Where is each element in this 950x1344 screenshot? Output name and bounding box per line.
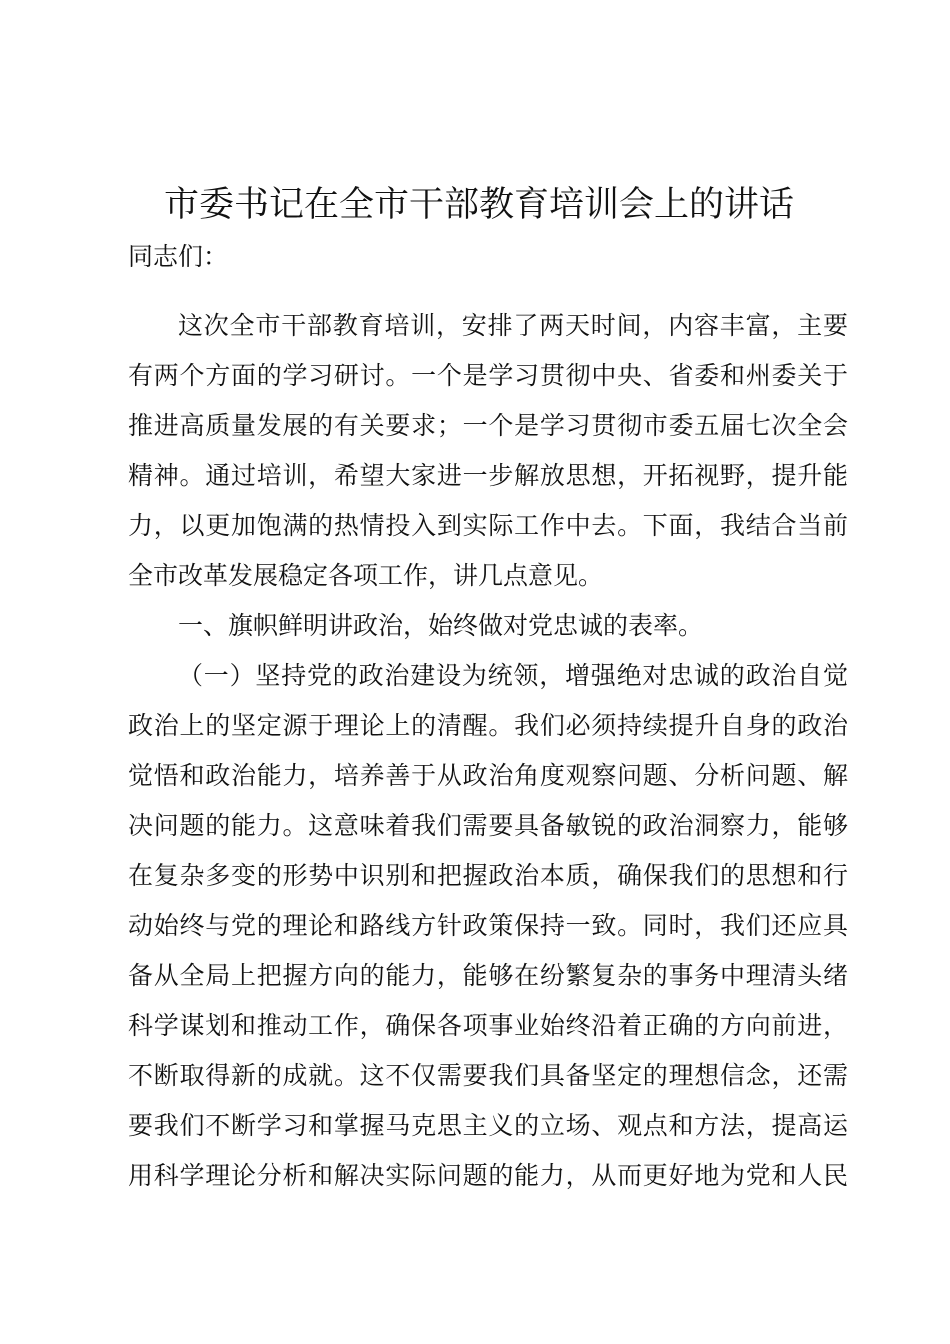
paragraph-line: 推进高质量发展的有关要求；一个是学习贯彻市委五届七次全会 xyxy=(128,411,848,440)
salutation: 同志们： xyxy=(128,242,229,271)
paragraph-line: （一）坚持党的政治建设为统领，增强绝对忠诚的政治自觉 xyxy=(178,661,848,690)
paragraph-line: 有两个方面的学习研讨。一个是学习贯彻中央、省委和州委关于 xyxy=(128,361,848,390)
paragraph-line: 动始终与党的理论和路线方针政策保持一致。同时，我们还应具 xyxy=(128,911,848,940)
paragraph-line: 精神。通过培训，希望大家进一步解放思想，开拓视野，提升能 xyxy=(128,461,848,490)
paragraph-line: 觉悟和政治能力，培养善于从政治角度观察问题、分析问题、解 xyxy=(128,761,848,790)
section-heading: 一、旗帜鲜明讲政治，始终做对党忠诚的表率。 xyxy=(178,611,704,640)
document-body xyxy=(128,232,848,1201)
document-title: 市委书记在全市干部教育培训会上的讲话 xyxy=(163,185,794,225)
paragraph-line: 在复杂多变的形势中识别和把握政治本质，确保我们的思想和行 xyxy=(128,861,848,890)
paragraph-line: 政治上的坚定源于理论上的清醒。我们必须持续提升自身的政治 xyxy=(128,711,848,740)
paragraph-gap xyxy=(128,282,848,301)
paragraph-line: 用科学理论分析和解决实际问题的能力，从而更好地为党和人民 xyxy=(128,1161,848,1190)
paragraph-line: 全市改革发展稳定各项工作，讲几点意见。 xyxy=(128,561,604,590)
paragraph-line: 决问题的能力。这意味着我们需要具备敏锐的政治洞察力，能够 xyxy=(128,811,848,840)
paragraph-line: 要我们不断学习和掌握马克思主义的立场、观点和方法，提高运 xyxy=(128,1111,848,1140)
paragraph-line: 备从全局上把握方向的能力，能够在纷繁复杂的事务中理清头绪 xyxy=(128,961,848,990)
paragraph-line: 这次全市干部教育培训，安排了两天时间，内容丰富，主要 xyxy=(178,311,848,340)
paragraph-line: 科学谋划和推动工作，确保各项事业始终沿着正确的方向前进， xyxy=(128,1011,848,1040)
paragraph-line: 力，以更加饱满的热情投入到实际工作中去。下面，我结合当前 xyxy=(128,511,848,540)
paragraph-line: 不断取得新的成就。这不仅需要我们具备坚定的理想信念，还需 xyxy=(128,1061,848,1090)
